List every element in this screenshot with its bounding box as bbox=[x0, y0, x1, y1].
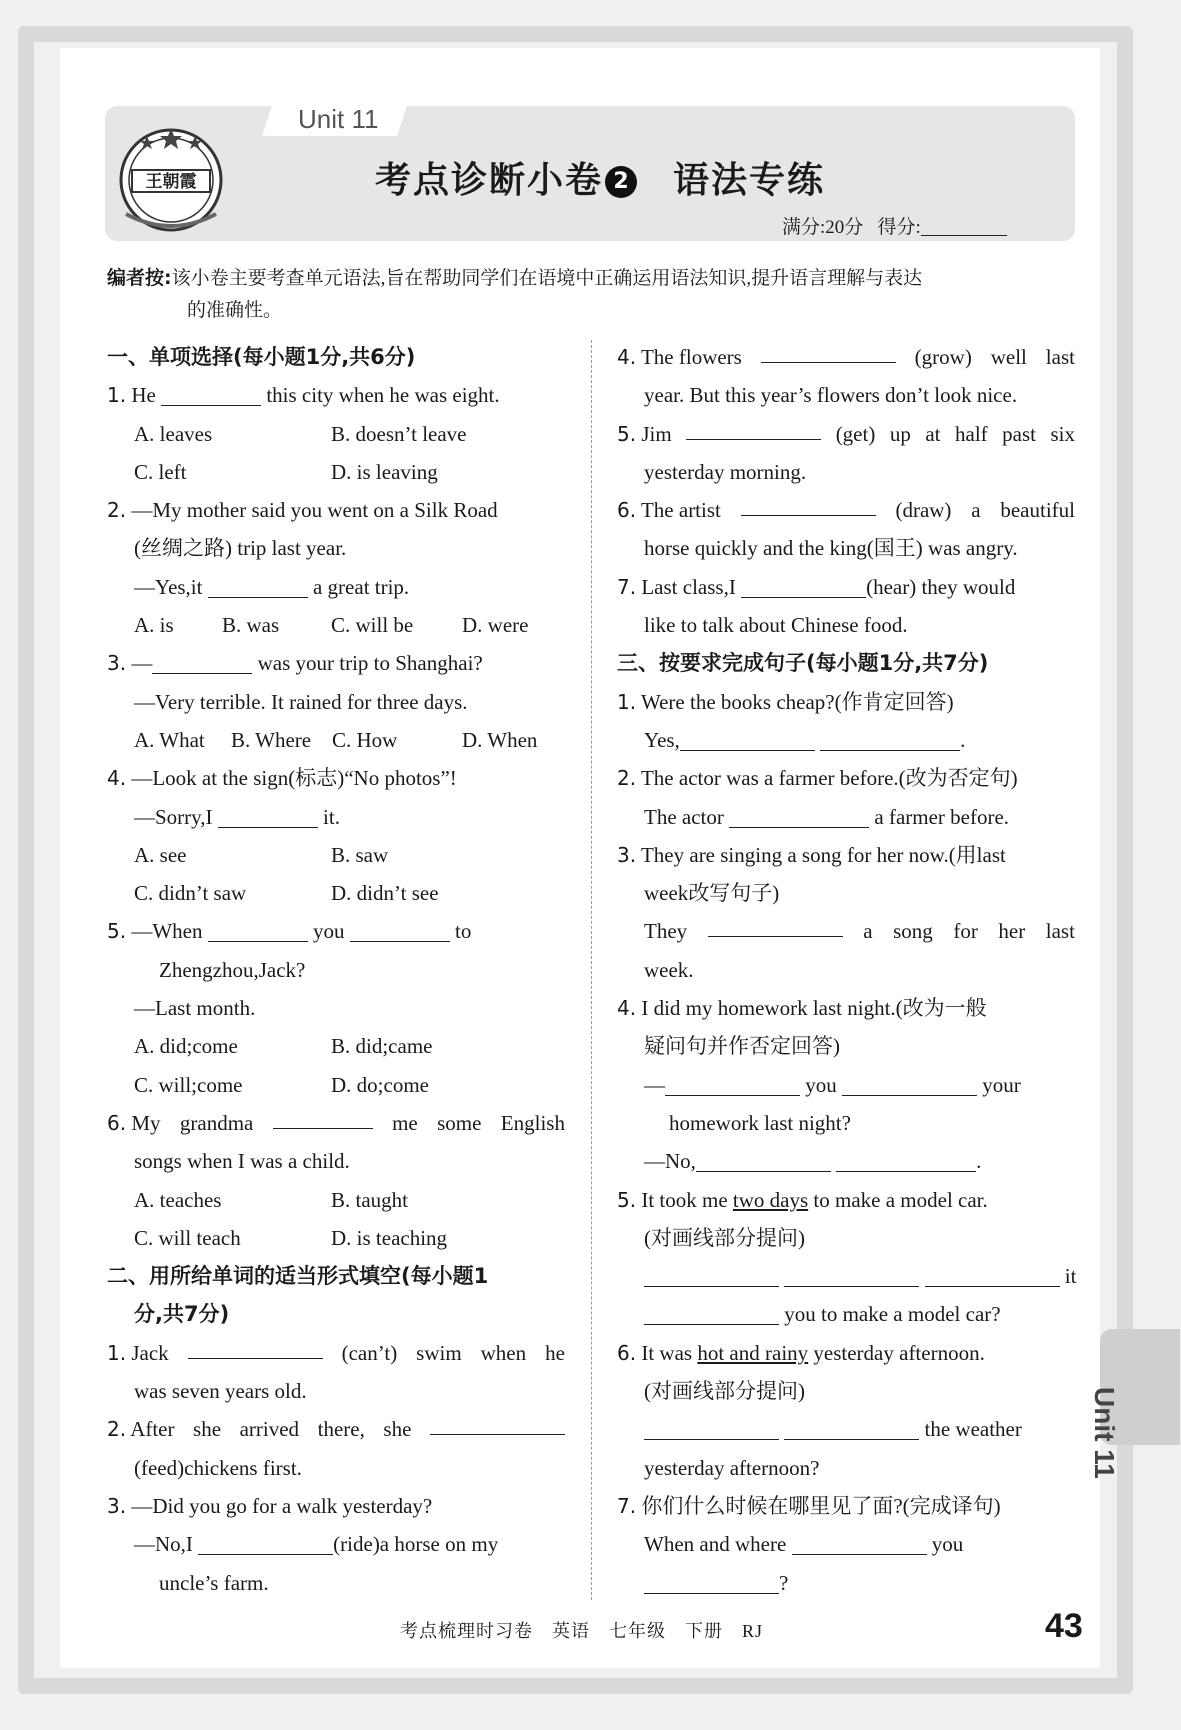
f7-stem-line2: like to talk about Chinese food. bbox=[644, 613, 908, 638]
section-2-heading: 二、用所给单词的适当形式填空(每小题1 bbox=[107, 1264, 489, 1289]
answer-blank[interactable] bbox=[644, 1415, 779, 1440]
q6-stem: 6. My grandma me some English bbox=[107, 1104, 565, 1142]
answer-blank[interactable] bbox=[686, 415, 821, 440]
r5-answer: it bbox=[617, 1257, 1075, 1295]
f5-stem: 5. Jim (get) up at half past six bbox=[617, 415, 1075, 453]
f6-stem-line2: horse quickly and the king(国王) was angry. bbox=[644, 536, 1018, 561]
title-number-badge: 2 bbox=[605, 166, 637, 198]
q1-options-ab: A. leaves B. doesn’t leave bbox=[134, 421, 467, 446]
r5-answer-line2: you to make a model car? bbox=[617, 1295, 1075, 1333]
q5-options-ab: A. did;come B. did;came bbox=[134, 1034, 433, 1059]
answer-blank[interactable] bbox=[208, 917, 308, 942]
q3-stem: 3. — was your trip to Shanghai? bbox=[107, 651, 483, 676]
answer-blank[interactable] bbox=[188, 1334, 323, 1359]
f1-stem: 1. Jack (can’t) swim when he bbox=[107, 1334, 565, 1372]
title-left: 考点诊断小卷 bbox=[375, 160, 604, 201]
svg-text:王朝霞: 王朝霞 bbox=[145, 172, 197, 192]
underlined-phrase: two days bbox=[732, 1187, 809, 1212]
q4-options-cd: C. didn’t saw D. didn’t see bbox=[134, 881, 439, 906]
r6-answer-line2: yesterday afternoon? bbox=[644, 1455, 820, 1480]
q2-options: A. is B. was C. will be D. were bbox=[134, 613, 529, 638]
section-2-heading-line2: 分,共7分) bbox=[134, 1302, 230, 1327]
f1-stem-line2: was seven years old. bbox=[134, 1379, 307, 1404]
q6-options-cd: C. will teach D. is teaching bbox=[134, 1225, 448, 1250]
q2-stem-line2: (丝绸之路) trip last year. bbox=[134, 536, 347, 561]
r7-answer-line2: ? bbox=[617, 1564, 1075, 1602]
score-line bbox=[782, 212, 1007, 239]
r4-reply: —No, . bbox=[644, 1149, 982, 1174]
note-label: 编者按: bbox=[107, 267, 172, 289]
answer-blank[interactable] bbox=[680, 726, 815, 751]
r5-stem: 5. It took me two days to make a model car. bbox=[617, 1187, 988, 1212]
side-tab-label: Unit 11 bbox=[1089, 1387, 1120, 1479]
answer-blank[interactable] bbox=[208, 573, 308, 598]
score-label: 得分: bbox=[877, 217, 921, 238]
answer-blank[interactable] bbox=[665, 1071, 800, 1096]
answer-blank[interactable] bbox=[198, 1530, 333, 1555]
r1-stem: 1. Were the books cheap?(作肯定回答) bbox=[617, 689, 954, 714]
answer-blank[interactable] bbox=[161, 381, 261, 406]
f7-stem: 7. Last class,I (hear) they would bbox=[617, 574, 1016, 599]
column-divider bbox=[591, 340, 592, 1600]
unit-label: Unit 11 bbox=[298, 104, 379, 134]
q2-stem: 2. —My mother said you went on a Silk Road bbox=[107, 498, 498, 523]
full-score: 满分:20分 bbox=[782, 217, 864, 238]
r3-stem-line2: week改写句子) bbox=[644, 881, 780, 906]
r6-stem-line2: (对画线部分提问) bbox=[644, 1379, 805, 1404]
answer-blank[interactable] bbox=[836, 1147, 976, 1172]
title-right: 语法专练 bbox=[673, 160, 826, 201]
publisher-seal-logo bbox=[112, 118, 230, 236]
page-number: 43 bbox=[1045, 1607, 1083, 1645]
f5-stem-line2: yesterday morning. bbox=[644, 459, 807, 484]
r4-answer: — you your bbox=[644, 1072, 1021, 1097]
f3-reply-line2: uncle’s farm. bbox=[159, 1570, 269, 1595]
r2-stem: 2. The actor was a farmer before.(改为否定句) bbox=[617, 766, 1018, 791]
score-blank[interactable] bbox=[921, 217, 1007, 236]
section-3-heading: 三、按要求完成句子(每小题1分,共7分) bbox=[617, 651, 989, 676]
underlined-phrase: hot and rainy bbox=[697, 1340, 809, 1365]
f3-stem: 3. —Did you go for a walk yesterday? bbox=[107, 1493, 433, 1518]
editor-note bbox=[107, 262, 1077, 327]
q5-options-cd: C. will;come D. do;come bbox=[134, 1072, 429, 1097]
r4-answer-line2: homework last night? bbox=[669, 1110, 851, 1135]
answer-blank[interactable] bbox=[761, 338, 896, 363]
answer-blank[interactable] bbox=[708, 912, 843, 937]
q6-options-ab: A. teaches B. taught bbox=[134, 1187, 408, 1212]
right-column bbox=[617, 338, 1075, 1602]
f6-stem: 6. The artist (draw) a beautiful bbox=[617, 491, 1075, 529]
answer-blank[interactable] bbox=[644, 1262, 779, 1287]
q6-stem-line2: songs when I was a child. bbox=[134, 1149, 350, 1174]
r7-stem: 7. 你们什么时候在哪里见了面?(完成译句) bbox=[617, 1493, 1001, 1518]
f2-stem-line2: (feed)chickens first. bbox=[134, 1455, 302, 1480]
note-line1: 该小卷主要考查单元语法,旨在帮助同学们在语境中正确运用语法知识,提升语言理解与表达 bbox=[171, 268, 923, 289]
f3-reply: —No,I (ride)a horse on my bbox=[134, 1532, 499, 1557]
r3-stem: 3. They are singing a song for her now.(用last bbox=[617, 842, 1006, 867]
q1-stem: 1. He this city when he was eight. bbox=[107, 383, 500, 408]
answer-blank[interactable] bbox=[644, 1569, 779, 1594]
q3-reply: —Very terrible. It rained for three days. bbox=[134, 689, 468, 714]
q5-reply: —Last month. bbox=[134, 996, 256, 1021]
answer-blank[interactable] bbox=[820, 726, 960, 751]
r1-answer: Yes, . bbox=[644, 727, 966, 752]
answer-blank[interactable] bbox=[784, 1262, 919, 1287]
f4-stem: 4. The flowers (grow) well last bbox=[617, 338, 1075, 376]
q5-stem-line2: Zhengzhou,Jack? bbox=[159, 957, 306, 982]
answer-blank[interactable] bbox=[741, 573, 866, 598]
answer-blank[interactable] bbox=[152, 649, 252, 674]
r7-answer: When and where you bbox=[644, 1532, 964, 1557]
answer-blank[interactable] bbox=[696, 1147, 831, 1172]
q4-options-ab: A. see B. saw bbox=[134, 842, 389, 867]
q2-reply: —Yes,it a great trip. bbox=[134, 574, 410, 599]
f4-stem-line2: year. But this year’s flowers don’t look nice. bbox=[644, 383, 1018, 408]
answer-blank[interactable] bbox=[729, 803, 869, 828]
answer-blank[interactable] bbox=[741, 491, 876, 516]
answer-blank[interactable] bbox=[925, 1262, 1060, 1287]
left-column bbox=[107, 338, 565, 1602]
r5-stem-line2: (对画线部分提问) bbox=[644, 1225, 805, 1250]
section-1-heading: 一、单项选择(每小题1分,共6分) bbox=[107, 345, 416, 369]
r3-answer: They a song for her last bbox=[617, 912, 1075, 950]
answer-blank[interactable] bbox=[218, 803, 318, 828]
q4-stem: 4. —Look at the sign(标志)“No photos”! bbox=[107, 766, 457, 791]
q5-stem: 5. —When you to bbox=[107, 919, 472, 944]
note-line2: 的准确性。 bbox=[187, 300, 283, 321]
q1-options-cd: C. left D. is leaving bbox=[134, 459, 438, 484]
footer-text: 考点梳理时习卷 英语 七年级 下册 RJ bbox=[400, 1621, 764, 1641]
answer-blank[interactable] bbox=[350, 917, 450, 942]
f2-stem: 2. After she arrived there, she bbox=[107, 1410, 565, 1448]
answer-blank[interactable] bbox=[842, 1071, 977, 1096]
q4-reply: —Sorry,I it. bbox=[134, 804, 340, 829]
answer-blank[interactable] bbox=[430, 1410, 565, 1435]
answer-blank[interactable] bbox=[273, 1104, 373, 1129]
r6-stem: 6. It was hot and rainy yesterday afternoon. bbox=[617, 1340, 985, 1365]
r6-answer: the weather bbox=[617, 1410, 1075, 1448]
r3-answer-line2: week. bbox=[644, 957, 694, 982]
r2-answer: The actor a farmer before. bbox=[644, 804, 1010, 829]
answer-blank[interactable] bbox=[792, 1530, 927, 1555]
page-title bbox=[375, 152, 825, 203]
r4-stem-line2: 疑问句并作否定回答) bbox=[644, 1034, 840, 1059]
answer-blank[interactable] bbox=[784, 1415, 919, 1440]
q3-options: A. What B. Where C. How D. When bbox=[134, 727, 538, 752]
answer-blank[interactable] bbox=[644, 1300, 779, 1325]
r4-stem: 4. I did my homework last night.(改为一般 bbox=[617, 996, 987, 1021]
